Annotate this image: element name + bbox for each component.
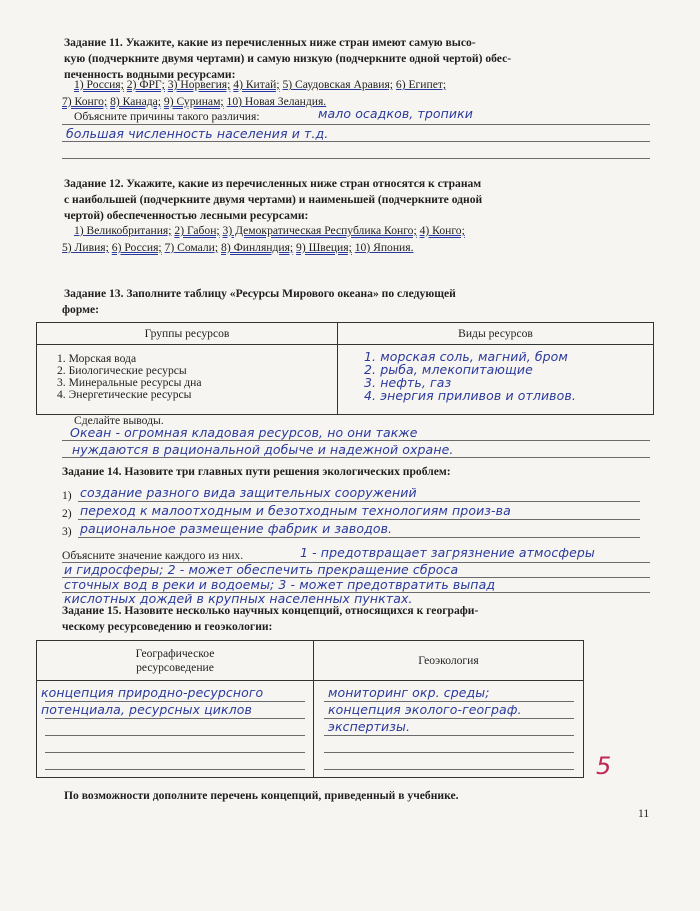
- task14-explain-line2: и гидросферы; 2 - может обеспечить прекращение сброса: [64, 562, 459, 577]
- task15-prompt-line1: Назовите несколько научных концепций, относящихся к географи-: [124, 604, 479, 617]
- answer-line: [324, 769, 574, 770]
- answer-line: [45, 735, 305, 736]
- grade-mark: 5: [596, 752, 612, 780]
- answer-line: [78, 537, 640, 538]
- task15-prompt: [62, 603, 652, 619]
- groups-cell: [37, 345, 338, 415]
- country-item: 10) Япония.: [354, 241, 414, 254]
- country-item: 6) Египет;: [395, 78, 447, 91]
- task12-prompt: [64, 176, 654, 192]
- country-item: 6) Россия;: [111, 241, 162, 254]
- answer-line: [45, 752, 305, 753]
- task12-countries-line1: [74, 223, 465, 239]
- task14-item-answer: рациональное размещение фабрик и заводов.: [80, 521, 393, 536]
- task11-prompt: [64, 35, 654, 51]
- task11-prompt-line2: кую (подчеркните двумя чертами) и самую низкую (подчеркните одной чертой) обес-: [64, 52, 512, 65]
- country-item: 3) Норвегия;: [167, 78, 231, 91]
- task14-item-num: 2): [62, 507, 72, 520]
- resources-answer: потенциала, ресурсных циклов: [41, 702, 252, 717]
- task11-prompt-line3: печенность водными ресурсами:: [64, 68, 236, 81]
- country-item: 1) Россия;: [74, 78, 124, 91]
- answer-line: [62, 141, 650, 142]
- country-item: 5) Саудовская Аравия;: [282, 78, 393, 91]
- task13-conclusion-line2: нуждаются в рациональной добыче и надежной охране.: [72, 442, 454, 457]
- header-line: ресурсоведение: [136, 660, 214, 674]
- answer-line: [78, 519, 640, 520]
- type-item: 4. энергия приливов и отливов.: [364, 388, 576, 403]
- table-header-resources: [37, 641, 314, 681]
- group-item: 4. Энергетические ресурсы: [57, 388, 192, 401]
- geoecology-answer: экспертизы.: [328, 719, 411, 734]
- task14-explain-line4: кислотных дождей в крупных населенных пунктах.: [64, 591, 413, 606]
- task11-answer-line2: большая численность населения и т.д.: [66, 126, 329, 141]
- task14-explain-line1: 1 - предотвращает загрязнение атмосферы: [300, 545, 595, 560]
- task11-countries-line2: [62, 94, 326, 110]
- task14-prompt-text: Назовите три главных пути решения экологических проблем:: [124, 465, 451, 478]
- country-item: 3) Демократическая Республика Конго;: [222, 224, 417, 237]
- concepts-table: [36, 640, 584, 778]
- task11-title: Задание 11.: [64, 36, 123, 49]
- answer-line: [62, 457, 650, 458]
- country-item: 8) Канада;: [110, 95, 162, 108]
- task13-prompt-line2: форме:: [62, 303, 99, 316]
- task14-prompt: [62, 464, 652, 480]
- country-item: 8) Финляндия;: [221, 241, 294, 254]
- task14-item-answer: создание разного вида защительных сооружений: [80, 485, 417, 500]
- geoecology-cell: [314, 681, 584, 778]
- country-item: 7) Сомали;: [164, 241, 219, 254]
- type-item: 3. нефть, газ: [364, 375, 452, 390]
- answer-line: [62, 158, 650, 159]
- country-item: 9) Швеция;: [296, 241, 352, 254]
- task15-title: Задание 15.: [62, 604, 122, 617]
- answer-line: [78, 501, 640, 502]
- task11-countries-line1: [74, 77, 674, 93]
- group-item: 3. Минеральные ресурсы дна: [57, 376, 202, 389]
- answer-line: [62, 440, 650, 441]
- ocean-resources-table: [36, 322, 654, 415]
- task12-countries-line2: [62, 240, 413, 256]
- task14-item-num: 3): [62, 525, 72, 538]
- task13-title: Задание 13.: [64, 287, 124, 300]
- task13-prompt: [64, 286, 654, 302]
- answer-line: [45, 769, 305, 770]
- task14-explain-label: Объясните значение каждого из них.: [62, 549, 244, 562]
- answer-line: [45, 718, 305, 719]
- type-item: 1. морская соль, магний, бром: [364, 349, 568, 364]
- answer-line: [324, 735, 574, 736]
- resources-answer: концепция природно-ресурсного: [41, 685, 264, 700]
- country-item: 10) Новая Зеландия.: [226, 95, 327, 108]
- task14-title: Задание 14.: [62, 465, 122, 478]
- country-item: 4) Конго;: [419, 224, 465, 237]
- country-item: 5) Ливия;: [62, 241, 109, 254]
- type-item: 2. рыба, млекопитающие: [364, 362, 533, 377]
- group-item: 1. Морская вода: [57, 352, 137, 365]
- country-item: 1) Великобритания;: [74, 224, 172, 237]
- geoecology-answer: концепция эколого-географ.: [328, 702, 522, 717]
- task11-prompt-line1: Укажите, какие из перечисленных ниже стран имеют самую высо-: [125, 36, 476, 49]
- task12-prompt-line2: с наибольшей (подчеркните двумя чертами) и наименьшей (подчеркните одной: [64, 193, 483, 206]
- resources-cell: [37, 681, 314, 778]
- task11-answer-line1: мало осадков, тропики: [318, 106, 473, 121]
- task14-explain-line3: сточных вод в реки и водоемы; 3 - может предотвратить выпад: [64, 577, 496, 592]
- table-header-groups: Группы ресурсов: [37, 323, 338, 345]
- task13-conclusion-line1: Океан - огромная кладовая ресурсов, но они также: [70, 425, 418, 440]
- answer-line: [324, 752, 574, 753]
- geoecology-answer: мониторинг окр. среды;: [328, 685, 490, 700]
- footer-note: По возможности дополните перечень концепций, приведенный в учебнике.: [64, 789, 459, 802]
- page-number: 11: [638, 807, 650, 820]
- header-line: Географическое: [135, 646, 215, 660]
- table-header-types: Виды ресурсов: [338, 323, 654, 345]
- task13-prompt-line1: Заполните таблицу «Ресурсы Мирового океана» по следующей: [126, 287, 456, 300]
- task15-prompt-line2: ческому ресурсоведению и геоэкологии:: [62, 620, 273, 633]
- answer-line: [62, 124, 650, 125]
- task13-conclusion-label: Сделайте выводы.: [74, 414, 164, 427]
- country-item: 2) Габон;: [174, 224, 220, 237]
- types-cell: [338, 345, 654, 415]
- task14-item-answer: переход к малоотходным и безотходным технологиям произ-ва: [80, 503, 511, 518]
- table-header-geoecology: Геоэкология: [314, 641, 584, 681]
- country-item: 4) Китай;: [233, 78, 280, 91]
- task11-explain-label: Объясните причины такого различия:: [74, 110, 260, 123]
- task14-item-num: 1): [62, 489, 72, 502]
- country-item: 2) ФРГ;: [126, 78, 165, 91]
- task12-prompt-line3: чертой) обеспеченностью лесными ресурсами:: [64, 209, 309, 222]
- task12-title: Задание 12.: [64, 177, 124, 190]
- country-item: 7) Конго;: [62, 95, 108, 108]
- group-item: 2. Биологические ресурсы: [57, 364, 187, 377]
- country-item: 9) Суринам;: [163, 95, 224, 108]
- task12-prompt-line1: Укажите, какие из перечисленных ниже стран относятся к странам: [126, 177, 482, 190]
